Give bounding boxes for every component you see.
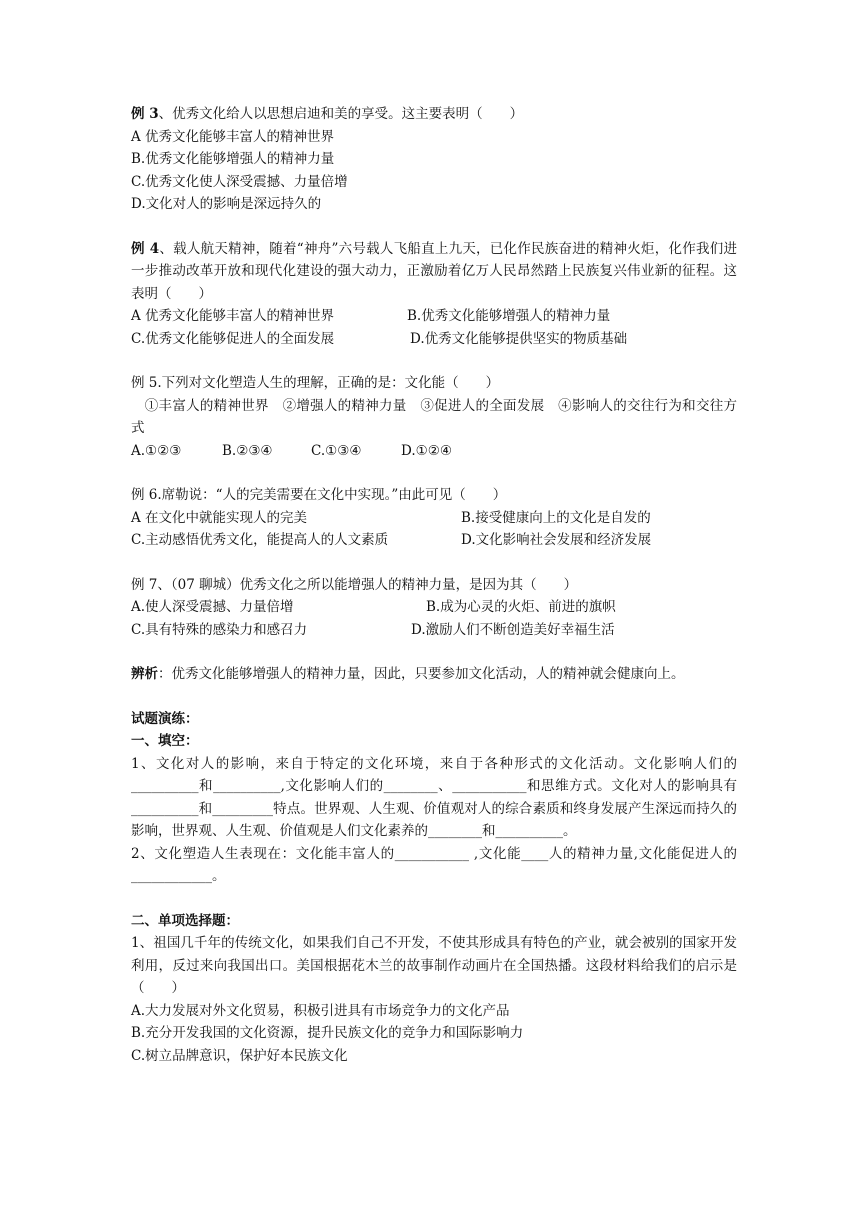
example-4-option-c: C.优秀文化能够促进人的全面发展 xyxy=(131,330,335,347)
spacer xyxy=(131,216,737,238)
section-fill-blank-heading: 一、填空： xyxy=(131,733,199,749)
example-4-label: 例 4 xyxy=(131,240,160,257)
example-6-option-d: D.文化影响社会发展和经济发展 xyxy=(461,532,652,548)
practice-heading: 试题演练： xyxy=(131,710,199,727)
example-6-options-row-1 xyxy=(131,507,737,530)
spacer xyxy=(131,552,737,574)
choice-question-1-option-b: B.充分开发我国的文化资源，提升民族文化的竞争力和国际影响力 xyxy=(131,1025,524,1041)
analysis-label: 辨析 xyxy=(131,666,158,682)
example-4-options-row-2 xyxy=(131,328,737,351)
example-4-option-b: B.优秀文化能够增强人的精神力量 xyxy=(407,308,611,324)
example-6-option-c: C.主动感悟优秀文化，能提高人的人文素质 xyxy=(131,532,389,548)
example-6-options-row-2 xyxy=(131,529,737,552)
choice-question-1-stem: 1、祖国几千年的传统文化，如果我们自己不开发，不使其形成具有特色的产业，就会被别的国家开发利用，反过来向我国出口。美国根据花木兰的故事制作动画片在全国热播。这段材料给我们的启示是（ ） xyxy=(131,935,737,996)
example-7-option-d: D.激励人们不断创造美好幸福生活 xyxy=(411,621,615,638)
example-3-option-b: B.优秀文化能够增强人的精神力量 xyxy=(131,151,335,167)
spacer xyxy=(131,641,737,663)
choice-question-1-option-c: C.树立品牌意识，保护好本民族文化 xyxy=(131,1047,348,1064)
spacer xyxy=(131,350,737,372)
spacer xyxy=(131,462,737,484)
section-single-choice-heading: 二、单项选择题： xyxy=(131,912,239,929)
example-4-options-row-1 xyxy=(131,305,737,328)
example-5-items: ①丰富人的精神世界 ②增强人的精神力量 ③促进人的全面发展 ④影响人的交往行为和交往方式 xyxy=(131,397,737,436)
example-3-option-d: D.文化对人的影响是深远持久的 xyxy=(131,196,322,212)
example-3-stem: 例 3、优秀文化给人以思想启迪和美的享受。这主要表明（ ） xyxy=(131,106,524,122)
example-4-option-d: D.优秀文化能够提供坚实的物质基础 xyxy=(410,330,628,347)
example-3-option-c: C.优秀文化使人深受震撼、力量倍增 xyxy=(131,173,348,190)
example-5-stem: 例 5.下列对文化塑造人生的理解，正确的是：文化能（ ） xyxy=(131,375,500,391)
document-page xyxy=(131,103,737,1067)
example-3-option-a: A 优秀文化能够丰富人的精神世界 xyxy=(131,128,335,145)
example-7-option-a: A.使人深受震撼、力量倍增 xyxy=(131,599,294,615)
analysis-paragraph: 辨析：优秀文化能够增强人的精神力量，因此，只要参加文化活动，人的精神就会健康向上。 xyxy=(131,666,685,682)
example-7-options-row-1 xyxy=(131,596,737,619)
example-6-option-b: B.接受健康向上的文化是自发的 xyxy=(461,509,651,526)
fill-blank-question-2: 2、文化塑造人生表现在：文化能丰富人的___________ ,文化能____人的精神力量,文化能促进人的____________。 xyxy=(131,845,737,884)
example-5-options xyxy=(131,440,737,463)
example-5-option-d: D.①②④ xyxy=(401,442,452,459)
example-5-option-c: C.①③④ xyxy=(311,442,362,459)
example-3-label: 例 3 xyxy=(131,106,159,122)
example-5-option-b: B.②③④ xyxy=(222,442,273,459)
example-4-stem: 例 4、载人航天精神，随着“神舟”六号载人飞船直上九天，已化作民族奋进的精神火炬，化作我们进一步推动改革开放和现代化建设的强大动力，正激励着亿万人民昂然踏上民族复兴伟业新的征程。这表明（ ） xyxy=(131,240,737,302)
example-6-stem: 例 6.席勒说：“人的完美需要在文化中实现。”由此可见（ ） xyxy=(131,487,507,503)
example-6-option-a: A 在文化中就能实现人的完美 xyxy=(131,509,308,526)
example-7-option-c: C.具有特殊的感染力和感召力 xyxy=(131,621,308,638)
example-7-options-row-2 xyxy=(131,619,737,642)
example-7-option-b: B.成为心灵的火炬、前进的旗帜 xyxy=(426,599,616,615)
example-5-option-a: A.①②③ xyxy=(131,442,182,459)
fill-blank-question-1: 1、文化对人的影响，来自于特定的文化环境，来自于各种形式的文化活动。文化影响人们的__________和__________,文化影响人们的________、___________和思维方式。文化对人的影响具有__________和_________特点。世界观、人生观、价值观对人的综合素质和终身发展产生深远而持久的影响，世界观、人生观、价值观是人们文化素养的________和__________。 xyxy=(131,755,737,839)
spacer xyxy=(131,686,737,708)
spacer xyxy=(131,888,737,910)
example-7-stem: 例 7、（07 聊城）优秀文化之所以能增强人的精神力量，是因为其（ ） xyxy=(131,576,578,593)
choice-question-1-option-a: A.大力发展对外文化贸易，积极引进具有市场竞争力的文化产品 xyxy=(131,1002,510,1019)
example-4-option-a: A 优秀文化能够丰富人的精神世界 xyxy=(131,308,335,324)
